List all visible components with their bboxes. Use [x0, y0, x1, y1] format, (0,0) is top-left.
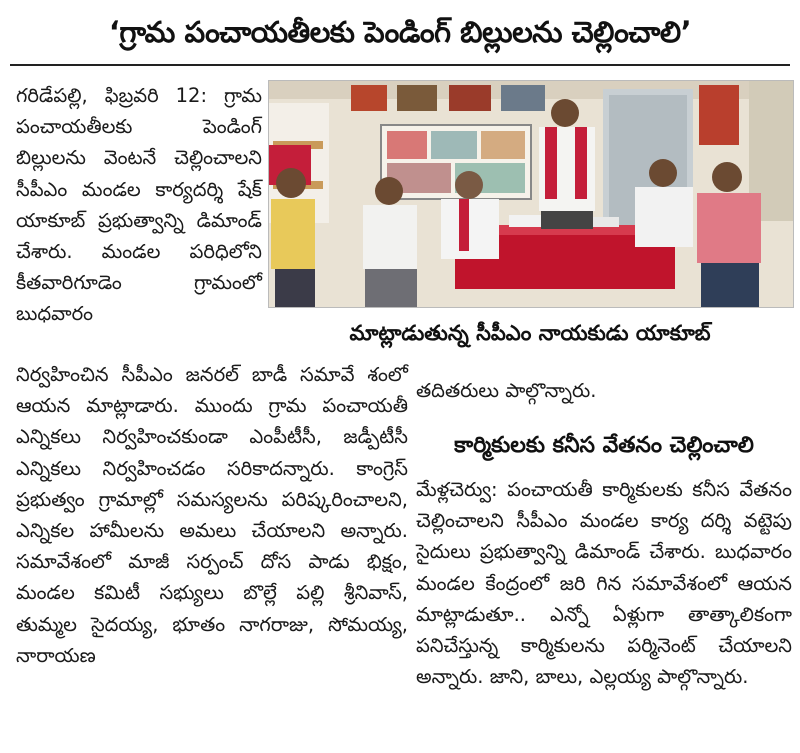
second-article-body: మేళ్లచెర్వు: పంచాయతీ కార్మికులకు కనీస వేతనం చెల్లించాలని సీపీఎం మండల కార్య దర్శి వట్టెపు సైదులు ప్రభుత్వాన్ని డిమాండ్ చేశారు. బుధవారం మండల కేంద్రంలో జరి గిన సమావేశంలో ఆయన మాట్లాడుతూ.. ఎన్నో ఏళ్లుగా తాత్కాలికంగా పనిచేస్తున్న కార్మికులను పర్మినెంట్ చేయాలని అన్నారు. జాని, బాలు, ఎల్లయ్య పాల్గొన్నారు. [416, 478, 792, 689]
article-body-continued: నిర్వహించిన సీపీఎం జనరల్ బాడీ సమావే శంలో ఆయన మాట్లాడారు. ముందు గ్రామ పంచాయతీ ఎన్నికలు నిర్వహించకుండా ఎంపీటీసీ, జడ్పీటీసీ ఎన్నికలు నిర్వహించడం సరికాదన్నారు. కాంగ్రెస్ ప్రభుత్వం గ్రామాల్లో సమస్యలను పరిష్కరించాలని, ఎన్నికల హామీలను అమలు చేయాలని అన్నారు. సమావేశంలో మాజీ సర్పంచ్ దోస పాడు భిక్షం, మండల కమిటీ సభ్యులు బొల్లే పల్లి శ్రీనివాస్, తుమ్మల సైదయ్య, భూతం నాగరాజు, సోమయ్య, నారాయణ [16, 363, 408, 667]
article-dateline-paragraph: గరిడేపల్లి, ఫిబ్రవరి 12: గ్రామ పంచాయతీలకు పెండింగ్ బిల్లులను వెంటనే చెల్లించాలని సీపీఎం మండల కార్యదర్శి షేక్ యాకూబ్ ప్రభుత్వాన్ని డిమాండ్ చేశారు. మండల పరిధిలోని కీతవారిగూడెం గ్రామంలో బుధవారం [16, 84, 262, 326]
headline-rule [10, 64, 790, 66]
meeting-photo-illustration [269, 81, 793, 307]
article-headline: ‘గ్రామ పంచాయతీలకు పెండింగ్ బిల్లులను చెల్లించాలి’ [108, 15, 692, 49]
second-article-headline: కార్మికులకు కనీస వేతనం చెల్లించాలి [454, 433, 754, 458]
news-photo [268, 80, 794, 308]
article-body-end: తదితరులు పాల్గొన్నారు. [416, 379, 597, 402]
photo-caption: మాట్లాడుతున్న సీపీఎం నాయకుడు యాకూబ్ [349, 321, 711, 345]
